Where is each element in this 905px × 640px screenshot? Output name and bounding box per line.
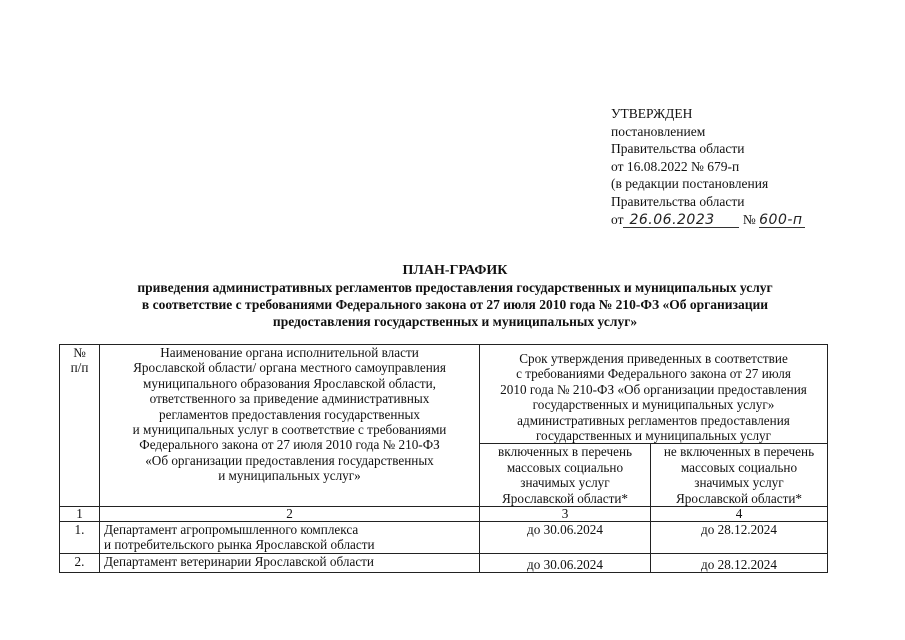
header-deadline-line: государственных и муниципальных услуг» — [532, 397, 775, 413]
header-name-line: и муниципальных услуг в соответствие с требованиями — [132, 422, 447, 438]
header-deadline-line: государственных и муниципальных услуг — [535, 428, 772, 444]
header-not-included-cell — [651, 444, 828, 507]
header-name-line: муниципального образования Ярославской области, — [143, 375, 436, 391]
plan-table — [59, 344, 828, 573]
row-agency-name-line: и потребительского рынка Ярославской области — [104, 537, 375, 553]
header-name-line: ответственного за приведение административных — [149, 391, 430, 407]
approval-line: постановлением — [611, 123, 706, 139]
title-line: предоставления государственных и муниципальных услуг» — [272, 314, 638, 329]
header-num-abbr: п/п — [70, 360, 89, 376]
header-num-sign: № — [73, 345, 86, 360]
header-num-cell — [60, 345, 100, 507]
header-not-included-line: массовых социально — [680, 459, 798, 475]
header-name-line: Ярославской области/ органа местного самоуправления — [133, 360, 446, 376]
approval-heading: УТВЕРЖДЕН — [611, 106, 693, 121]
header-not-included-line: Ярославской области* — [676, 490, 802, 506]
row-number: 1. — [60, 522, 100, 554]
header-not-included-line: не включенных в перечень — [663, 444, 815, 460]
header-included-line: массовых социально — [506, 459, 624, 475]
header-name-line: «Об организации предоставления государственных — [145, 452, 434, 468]
column-number: 1 — [60, 507, 100, 522]
row-deadline-included: до 30.06.2024 — [480, 522, 651, 554]
approval-from-prefix: от — [611, 211, 624, 227]
approval-edition-line — [611, 211, 851, 229]
header-deadline-cell — [480, 345, 828, 444]
column-number: 2 — [100, 507, 480, 522]
column-number-row — [60, 507, 828, 522]
header-not-included-line: значимых услуг — [694, 475, 784, 491]
row-deadline-not-included: до 28.12.2024 — [651, 522, 828, 554]
handwritten-number: 600-п — [759, 213, 805, 228]
header-name-line: регламентов предоставления государственных — [159, 406, 420, 422]
approval-number-sign: № — [742, 211, 756, 227]
approval-line: Правительства области — [611, 141, 745, 157]
header-deadline-line: административных регламентов предоставления — [517, 412, 790, 428]
row-deadline-not-included: до 28.12.2024 — [651, 553, 828, 572]
header-name-line: Федерального закона от 27 июля 2010 года № 210-ФЗ — [139, 437, 440, 453]
row-agency-name — [100, 553, 480, 572]
header-deadline-line: с требованиями Федерального закона от 27 июля — [516, 366, 791, 382]
column-number: 4 — [651, 507, 828, 522]
title-main: ПЛАН-ГРАФИК — [402, 263, 508, 278]
table-row — [60, 522, 828, 554]
row-agency-name-line: Департамент агропромышленного комплекса — [104, 522, 359, 538]
header-deadline-line: 2010 года № 210-ФЗ «Об организации предоставления — [500, 381, 807, 397]
approval-line: Правительства области — [611, 193, 745, 209]
approval-line: от 16.08.2022 № 679-п — [611, 158, 740, 174]
header-included-line: значимых услуг — [520, 475, 610, 491]
row-number: 2. — [60, 553, 100, 572]
document-title — [60, 262, 850, 330]
header-included-line: Ярославской области* — [502, 490, 628, 506]
header-deadline-line: Срок утверждения приведенных в соответствие — [519, 351, 788, 366]
handwritten-date: 26.06.2023 — [623, 213, 739, 228]
approval-block — [611, 105, 851, 228]
title-line: приведения административных регламентов предоставления государственных и муниципальных услуг — [137, 280, 773, 295]
row-agency-name-line: Департамент ветеринарии Ярославской области — [104, 553, 374, 569]
row-deadline-included: до 30.06.2024 — [480, 553, 651, 572]
column-number: 3 — [480, 507, 651, 522]
header-included-cell — [480, 444, 651, 507]
header-name-line: Наименование органа исполнительной власти — [160, 345, 419, 360]
row-agency-name — [100, 522, 480, 554]
header-name-line: и муниципальных услуг» — [218, 468, 361, 484]
table-row — [60, 553, 828, 572]
header-included-line: включенных в перечень — [497, 444, 633, 460]
header-name-cell — [100, 345, 480, 507]
approval-line: (в редакции постановления — [611, 176, 769, 192]
title-line: в соответствие с требованиями Федерального закона от 27 июля 2010 года № 210-ФЗ «Об организации — [141, 297, 769, 312]
